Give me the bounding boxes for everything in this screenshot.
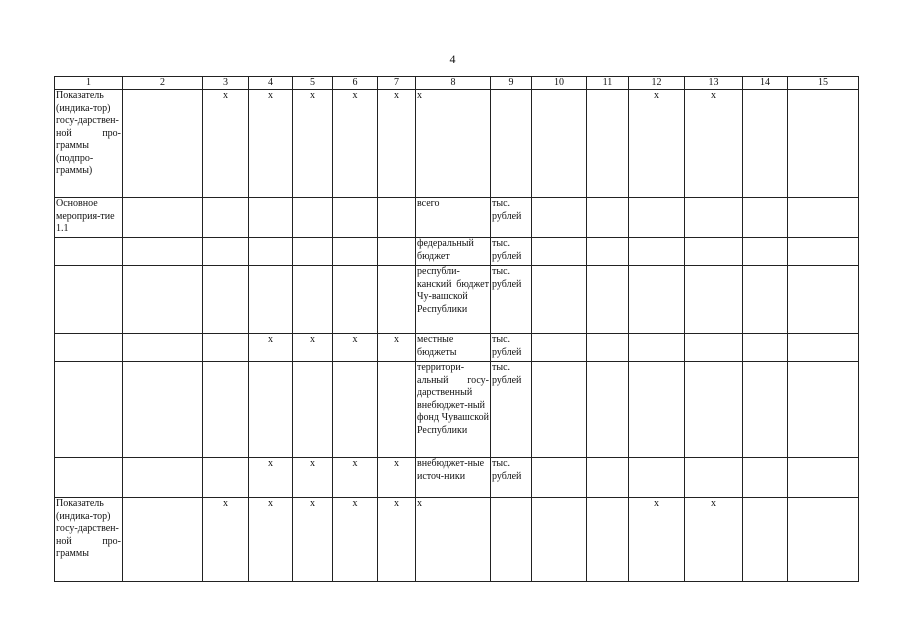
table-cell	[123, 198, 203, 238]
table-cell: внебюджет-ные источ-ники	[416, 458, 491, 498]
table-cell: x	[249, 498, 293, 582]
table-cell	[123, 458, 203, 498]
table-cell	[55, 266, 123, 334]
table-cell	[123, 334, 203, 362]
table-cell	[629, 198, 685, 238]
table-cell	[491, 90, 532, 198]
column-number: 11	[587, 77, 629, 90]
table-cell	[788, 198, 859, 238]
table-cell: тыс. рублей	[491, 362, 532, 458]
table-cell	[249, 198, 293, 238]
table-cell	[743, 334, 788, 362]
table-cell: x	[378, 334, 416, 362]
table-cell	[293, 266, 333, 334]
column-number: 1	[55, 77, 123, 90]
column-number: 7	[378, 77, 416, 90]
table-cell	[203, 334, 249, 362]
table-row	[55, 238, 859, 266]
table-cell	[587, 198, 629, 238]
table-cell	[203, 266, 249, 334]
table-cell	[55, 458, 123, 498]
table-cell: Основное мероприя-тие 1.1	[55, 198, 123, 238]
table-cell: x	[333, 458, 378, 498]
column-number: 6	[333, 77, 378, 90]
table-cell: x	[629, 90, 685, 198]
column-number: 15	[788, 77, 859, 90]
table-cell	[532, 90, 587, 198]
table-cell	[685, 334, 743, 362]
table-cell: x	[203, 498, 249, 582]
table-cell	[333, 266, 378, 334]
table-cell	[249, 362, 293, 458]
column-number-row	[55, 77, 859, 90]
table-cell	[685, 238, 743, 266]
table-cell	[743, 90, 788, 198]
table-cell	[333, 362, 378, 458]
table-cell	[629, 362, 685, 458]
table-cell: x	[293, 498, 333, 582]
table-row	[55, 198, 859, 238]
table-cell	[788, 458, 859, 498]
table-cell	[532, 498, 587, 582]
table-cell: x	[333, 90, 378, 198]
table-cell	[532, 238, 587, 266]
table-cell	[55, 334, 123, 362]
table-cell: тыс. рублей	[491, 458, 532, 498]
table-cell: x	[333, 498, 378, 582]
table-cell: тыс. рублей	[491, 266, 532, 334]
column-number: 4	[249, 77, 293, 90]
table-cell	[629, 266, 685, 334]
table-cell	[788, 362, 859, 458]
table-cell	[123, 90, 203, 198]
table-cell	[378, 266, 416, 334]
table-cell	[123, 498, 203, 582]
table-cell	[55, 362, 123, 458]
table-cell	[378, 362, 416, 458]
table-cell	[333, 198, 378, 238]
table-cell	[587, 458, 629, 498]
table-cell: x	[249, 90, 293, 198]
table-cell	[249, 266, 293, 334]
table-cell: x	[378, 458, 416, 498]
table-cell	[333, 238, 378, 266]
table-cell: x	[293, 90, 333, 198]
table-cell	[587, 90, 629, 198]
table-cell	[587, 238, 629, 266]
table-cell	[788, 90, 859, 198]
table-cell	[685, 362, 743, 458]
table-row	[55, 458, 859, 498]
column-number: 2	[123, 77, 203, 90]
program-table	[54, 76, 859, 582]
table-cell: тыс. рублей	[491, 198, 532, 238]
column-number: 5	[293, 77, 333, 90]
table-cell	[123, 362, 203, 458]
table-cell: x	[293, 458, 333, 498]
table-cell	[743, 266, 788, 334]
table-cell: x	[249, 458, 293, 498]
table-cell	[203, 238, 249, 266]
table-cell	[203, 362, 249, 458]
table-cell	[293, 238, 333, 266]
column-number: 12	[629, 77, 685, 90]
table-cell	[743, 498, 788, 582]
table-row	[55, 90, 859, 198]
table-cell	[587, 362, 629, 458]
table-cell	[788, 334, 859, 362]
table-cell	[491, 498, 532, 582]
table-cell	[629, 334, 685, 362]
table-cell: тыс. рублей	[491, 334, 532, 362]
column-number: 13	[685, 77, 743, 90]
table-cell	[685, 198, 743, 238]
table-cell	[587, 266, 629, 334]
table-cell: x	[249, 334, 293, 362]
table-cell	[788, 498, 859, 582]
table-cell	[249, 238, 293, 266]
table-row	[55, 498, 859, 582]
table-cell: x	[203, 90, 249, 198]
table-cell: x	[416, 498, 491, 582]
table-cell	[203, 458, 249, 498]
table-cell	[532, 198, 587, 238]
table-cell: Показатель (индика-тор) госу-дарствен-ной про-граммы	[55, 498, 123, 582]
table-cell	[532, 458, 587, 498]
table-cell	[532, 362, 587, 458]
table-cell	[788, 238, 859, 266]
table-cell	[378, 198, 416, 238]
table-cell: Показатель (индика-тор) госу-дарствен-ной про-граммы (подпро-граммы)	[55, 90, 123, 198]
table-cell: x	[685, 90, 743, 198]
table-cell	[629, 458, 685, 498]
table-cell: x	[629, 498, 685, 582]
column-number: 9	[491, 77, 532, 90]
table-cell	[685, 266, 743, 334]
table-cell	[203, 198, 249, 238]
table-cell	[743, 198, 788, 238]
table-cell	[378, 238, 416, 266]
table-cell: территори-альный госу-дарственный внебюджет-ный фонд Чувашской Республики	[416, 362, 491, 458]
table-cell: республи-канский бюджет Чу-вашской Республики	[416, 266, 491, 334]
table-cell	[532, 266, 587, 334]
column-number: 10	[532, 77, 587, 90]
column-number: 14	[743, 77, 788, 90]
page-number: 4	[449, 52, 456, 66]
column-number: 3	[203, 77, 249, 90]
table-cell	[55, 238, 123, 266]
table-cell: x	[293, 334, 333, 362]
table-cell	[532, 334, 587, 362]
table-cell	[743, 238, 788, 266]
table-cell: x	[378, 498, 416, 582]
table-cell: x	[416, 90, 491, 198]
table-cell	[743, 362, 788, 458]
column-number: 8	[416, 77, 491, 90]
table-row	[55, 266, 859, 334]
table-cell: x	[685, 498, 743, 582]
table-cell: x	[378, 90, 416, 198]
table-cell: x	[333, 334, 378, 362]
table-cell	[788, 266, 859, 334]
table-cell	[293, 198, 333, 238]
table-cell: федеральный бюджет	[416, 238, 491, 266]
table-cell	[123, 266, 203, 334]
table-cell: всего	[416, 198, 491, 238]
table-cell	[743, 458, 788, 498]
table-cell	[685, 458, 743, 498]
table-cell	[293, 362, 333, 458]
table-cell	[587, 334, 629, 362]
table-cell	[629, 238, 685, 266]
table-row	[55, 362, 859, 458]
table-cell	[587, 498, 629, 582]
table-row	[55, 334, 859, 362]
table-cell	[123, 238, 203, 266]
table-cell: местные бюджеты	[416, 334, 491, 362]
table-cell: тыс. рублей	[491, 238, 532, 266]
